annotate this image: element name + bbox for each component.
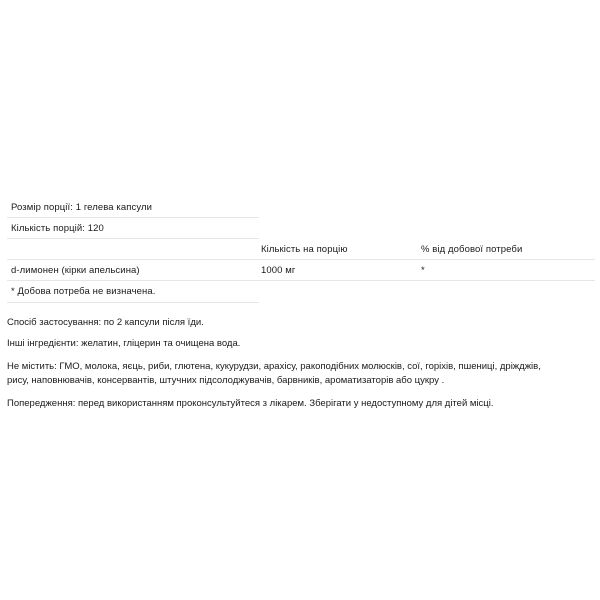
serving-size-row <box>7 197 259 218</box>
servings-count-text: Кількість порцій: 120 <box>11 223 104 234</box>
serving-size-text: Розмір порції: 1 гелева капсули <box>11 202 153 213</box>
other-ingredients: Інші інгредієнти: желатин, гліцерин та очищена вода. <box>7 338 241 349</box>
free-of-line-2: рису, наповнювачів, консервантів, штучних підсолоджувачів, барвників, ароматизаторів або цукру . <box>7 375 445 386</box>
usage-instructions: Спосіб застосування: по 2 капсули після їди. <box>7 317 204 328</box>
facts-header-row <box>7 239 595 260</box>
daily-value-footnote: * Добова потреба не визначена. <box>11 286 156 297</box>
amount-per-serving-header: Кількість на порцію <box>261 244 348 255</box>
free-of-line-1: Не містить: ГМО, молока, яєць, риби, глютена, кукурудзи, арахісу, ракоподібних молюсків, сої, горіхів, пшениці, дріжджів, <box>7 361 541 372</box>
daily-value-header: % від добової потреби <box>421 244 523 255</box>
supplement-facts-table <box>7 197 595 303</box>
ingredient-name: d-лимонен (кірки апельсина) <box>11 265 140 276</box>
warning-text: Попередження: перед використанням проконсультуйтеся з лікарем. Зберігати у недоступному для дітей місці. <box>7 398 494 409</box>
ingredient-amount: 1000 мг <box>261 265 296 276</box>
footnote-row <box>7 281 259 303</box>
product-notes <box>7 316 595 418</box>
ingredient-daily-value: * <box>421 265 425 276</box>
servings-count-row <box>7 218 259 239</box>
ingredient-row <box>7 260 595 281</box>
free-of-list <box>7 360 595 388</box>
